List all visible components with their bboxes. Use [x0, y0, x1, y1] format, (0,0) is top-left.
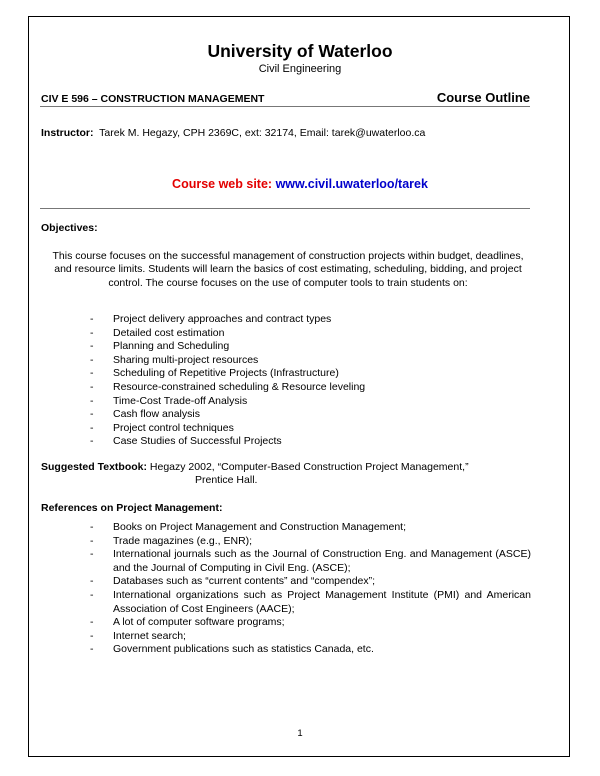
- dash-bullet: -: [90, 340, 94, 353]
- list-item: [90, 326, 533, 341]
- list-item-text: Government publications such as statistics Canada, etc.: [113, 643, 374, 656]
- list-item-text: Books on Project Management and Construction Management;: [113, 521, 407, 533]
- website-divider: [40, 208, 530, 209]
- list-item: [90, 548, 531, 575]
- dash-bullet: -: [90, 629, 94, 642]
- instructor-line: [41, 127, 425, 139]
- list-item-text: Project delivery approaches and contract types: [113, 313, 332, 325]
- list-item: [90, 521, 531, 535]
- dash-bullet: -: [90, 421, 94, 434]
- list-item: [90, 408, 533, 422]
- list-item: [90, 534, 531, 549]
- dash-bullet: -: [90, 326, 94, 339]
- list-item-text: Case Studies of Successful Projects: [113, 435, 282, 448]
- list-item-text: Cash flow analysis: [113, 408, 200, 421]
- dash-bullet: -: [90, 534, 94, 547]
- list-item-text: International organizations such as Project Management Institute (PMI) and American Association of Cost Engineers (AACE);: [113, 588, 531, 615]
- dash-bullet: -: [90, 575, 94, 588]
- department-subtitle: Civil Engineering: [258, 63, 342, 75]
- header-divider: [40, 106, 530, 107]
- list-item-text: Sharing multi-project resources: [113, 353, 259, 366]
- list-item: [90, 367, 533, 381]
- dash-bullet: -: [90, 643, 94, 656]
- dash-bullet: -: [90, 313, 94, 325]
- list-item: [90, 421, 533, 436]
- course-website: [0, 177, 600, 191]
- course-code: CIV E 596 – CONSTRUCTION MANAGEMENT: [41, 93, 265, 105]
- document-title: Course Outline: [436, 90, 530, 105]
- references-list: [90, 521, 531, 657]
- suggested-textbook: [41, 461, 469, 488]
- list-item-text: Scheduling of Repetitive Projects (Infrastructure): [113, 367, 339, 380]
- list-item-text: Project control techniques: [113, 421, 234, 434]
- dash-bullet: -: [90, 353, 94, 366]
- dash-bullet: -: [90, 367, 94, 380]
- objectives-list: [90, 313, 533, 449]
- dash-bullet: -: [90, 435, 94, 448]
- objectives-heading: Objectives:: [41, 222, 98, 234]
- list-item-text: A lot of computer software programs;: [113, 616, 285, 629]
- dash-bullet: -: [90, 408, 94, 421]
- list-item: [90, 340, 533, 354]
- list-item-text: Detailed cost estimation: [113, 326, 225, 339]
- dash-bullet: -: [90, 616, 94, 629]
- textbook-publisher: Prentice Hall.: [195, 474, 258, 487]
- list-item: [90, 643, 531, 657]
- list-item-text: Internet search;: [113, 629, 186, 642]
- list-item: [90, 629, 531, 644]
- dash-bullet: -: [90, 380, 94, 393]
- list-item: [90, 353, 533, 368]
- website-link[interactable]: www.civil.uwaterloo/tarek: [275, 177, 428, 191]
- instructor-details: Tarek M. Hegazy, CPH 2369C, ext: 32174, Email: tarek@uwaterloo.ca: [99, 127, 426, 139]
- dash-bullet: -: [90, 394, 94, 407]
- references-heading: References on Project Management:: [41, 502, 223, 514]
- page-number: 1: [297, 728, 303, 739]
- university-title: University of Waterloo: [207, 41, 393, 61]
- dash-bullet: -: [90, 548, 94, 561]
- list-item-text: Planning and Scheduling: [113, 340, 230, 353]
- textbook-citation: Hegazy 2002, “Computer-Based Construction Project Management,”: [149, 461, 469, 473]
- dash-bullet: -: [90, 588, 94, 601]
- list-item-text: Resource-constrained scheduling & Resource leveling: [113, 380, 366, 393]
- list-item: [90, 575, 531, 589]
- list-item-text: Databases such as “current contents” and “compendex”;: [113, 575, 376, 588]
- list-item: [90, 588, 531, 616]
- list-item: [90, 435, 533, 449]
- list-item-text: Time-Cost Trade-off Analysis: [113, 394, 248, 407]
- dash-bullet: -: [90, 521, 94, 533]
- objectives-paragraph: This course focuses on the successful management of construction projects within budget, deadlines, and resource limits. Students will learn the basics of cost estimating, scheduling, bidding, and project control. The course focuses on the use of computer tools to train students on:: [52, 250, 524, 289]
- textbook-label: Suggested Textbook:: [41, 461, 147, 473]
- list-item-text: International journals such as the Journal of Construction Eng. and Management (ASCE) and the Journal of Computing in Civil Eng. (ASCE);: [113, 548, 531, 574]
- list-item: [90, 313, 533, 327]
- list-item-text: Trade magazines (e.g., ENR);: [113, 534, 253, 547]
- website-label: Course web site:: [172, 177, 273, 191]
- list-item: [90, 380, 533, 395]
- instructor-label: Instructor:: [41, 127, 94, 139]
- list-item: [90, 394, 533, 409]
- list-item: [90, 616, 531, 630]
